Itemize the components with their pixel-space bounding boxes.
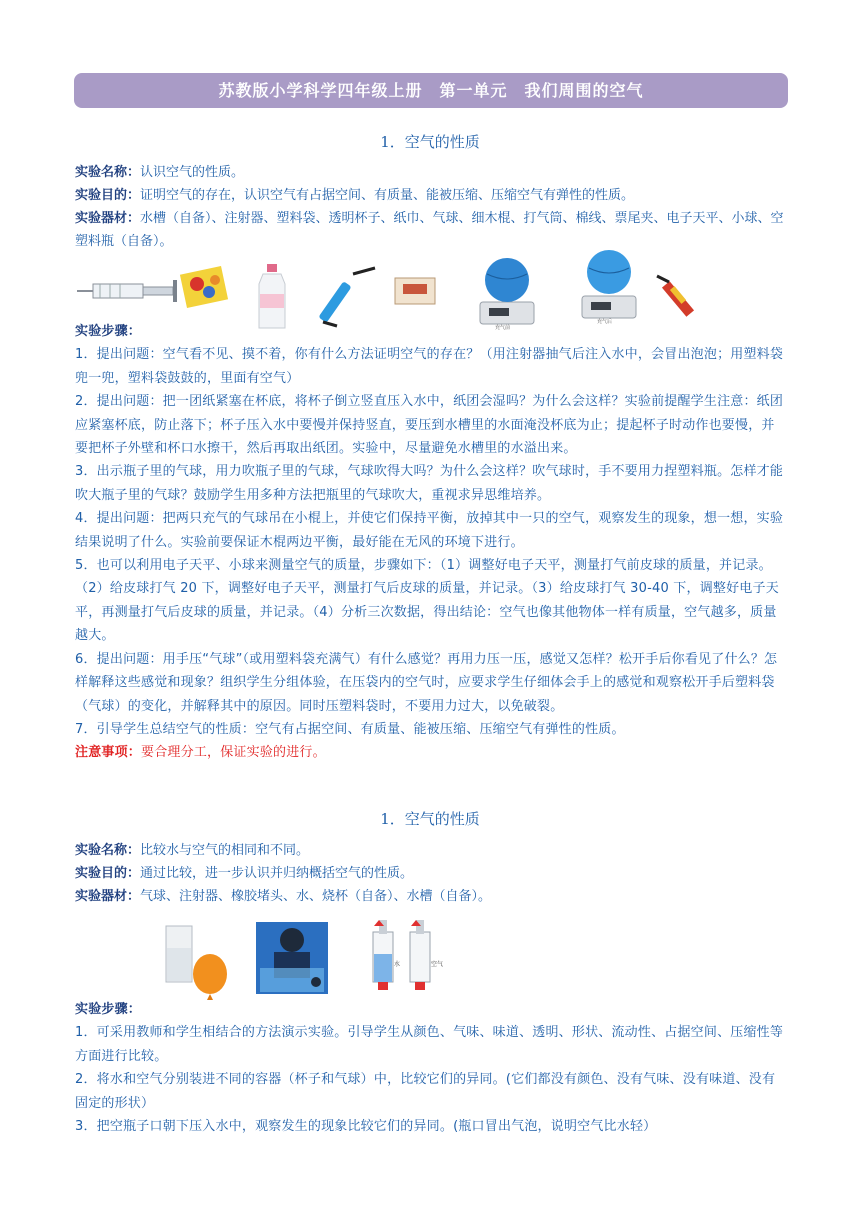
step-item: 4．提出问题：把两只充气的气球吊在小棍上，并使它们保持平衡，放掉其中一只的空气，观察发生的现象，想一想，实验结果说明了什么。实验前要保证木棍两边平衡，最好能在无风的环境下进行。	[75, 511, 784, 550]
step-item: 3．出示瓶子里的气球，用力吹瓶子里的气球，气球吹得大吗？为什么会这样？吹气球时，手不要用力捏塑料瓶。怎样才能吹大瓶子里的气球？鼓励学生用多种方法把瓶里的气球吹大，重视求异思维培养。	[75, 464, 784, 503]
experiment-equipment-1	[75, 207, 787, 253]
step-item: 7．引导学生总结空气的性质：空气有占据空间、有质量、能被压缩、压缩空气有弹性的性质。	[75, 721, 625, 737]
experiment-name-value: 认识空气的性质。	[140, 165, 245, 180]
experiment-goal-value: 证明空气的存在，认识空气有占据空间、有质量、能被压缩、压缩空气有弹性的性质。	[140, 188, 635, 203]
notes-value: 要合理分工，保证实验的进行。	[141, 745, 326, 761]
experiment-goal-label: 实验目的：	[75, 866, 141, 881]
caption-before: 充气前	[495, 325, 511, 330]
header-banner: 苏教版小学科学四年级上册 第一单元 我们周围的空气	[74, 73, 788, 108]
notes-label: 注意事项：	[75, 745, 142, 761]
water-tank-photo-image	[256, 922, 328, 994]
steps-label-1: 实验步骤：	[75, 324, 142, 339]
equipment-images-row-2	[160, 918, 460, 1000]
experiment-name-1	[75, 161, 787, 184]
experiment-equipment-value: 水槽（自备）、注射器、塑料袋、透明杯子、纸巾、气球、细木棍、打气筒、棉线、票尾夹、电子天平、小球、空塑料瓶（自备）。	[75, 211, 784, 249]
experiment-equipment-label: 实验器材：	[75, 211, 141, 226]
experiment-name-label: 实验名称：	[75, 165, 141, 180]
step-item: 2．提出问题：把一团纸紧塞在杯底，将杯子倒立竖直压入水中，纸团会湿吗？为什么会这样？实验前提醒学生注意：纸团应紧塞杯底，防止落下；杯子压入水中要慢并保持竖直，要压到水槽里的水面淹没杯底为止；提起杯子时动作也要慢，并要把杯子外壁和杯口水擦干，然后再取出纸团。实验中，尽量避免水槽里的水溢出来。	[75, 394, 784, 457]
tissue-box-image	[395, 278, 435, 304]
experiment-equipment-label: 实验器材：	[75, 889, 141, 904]
caption-water: 水	[394, 961, 401, 968]
step-item: 1．可采用教师和学生相结合的方法演示实验。引导学生从颜色、气味、味道、透明、形状、流动性、占据空间、压缩性等方面进行比较。	[75, 1025, 784, 1064]
experiment-name-label: 实验名称：	[75, 843, 141, 858]
steps-block-2	[75, 998, 787, 1138]
experiment-name-2	[75, 839, 787, 862]
beaker-and-balloon-image	[166, 926, 227, 1000]
experiment-equipment-value: 气球、注射器、橡胶堵头、水、烧杯（自备）、水槽（自备）。	[140, 889, 492, 904]
air-pump-image	[318, 268, 375, 326]
scale-after-image	[582, 250, 636, 325]
caption-after: 充气后	[597, 319, 613, 325]
experiment-goal-1	[75, 184, 787, 207]
step-item: 3．把空瓶子口朝下压入水中，观察发生的现象比较它们的异同。(瓶口冒出气泡，说明空气比水轻）	[75, 1119, 657, 1135]
section-title-2: 1．空气的性质	[380, 810, 480, 828]
experiment-equipment-2	[75, 885, 787, 908]
experiment-goal-2	[75, 862, 787, 885]
section-title-1: 1．空气的性质	[380, 133, 480, 151]
equipment-images-row-1	[75, 250, 715, 330]
syringes-water-air-image	[373, 920, 443, 990]
experiment-name-value: 比较水与空气的相同和不同。	[140, 843, 310, 858]
hand-pump-image	[657, 276, 694, 317]
steps-block-1	[75, 320, 787, 765]
experiment-goal-value: 通过比较，进一步认识并归纳概括空气的性质。	[140, 866, 414, 881]
step-item: 6．提出问题：用手压“气球”（或用塑料袋充满气）有什么感觉？再用力压一压，感觉又怎样？松开手后你看见了什么？怎样解释这些感觉和现象？组织学生分组体验，在压袋内的空气时，应要求学生仔细体会手上的感觉和观察松开手后塑料袋（气球）的变化，并解释其中的原因。同时压塑料袋时，不要用力过大，以免破裂。	[75, 651, 778, 714]
steps-label-2: 实验步骤：	[75, 1002, 142, 1017]
balloon-pack-image	[180, 266, 228, 308]
experiment-goal-label: 实验目的：	[75, 188, 141, 203]
step-item: 1．提出问题：空气看不见、摸不着，你有什么方法证明空气的存在？（用注射器抽气后注入水中，会冒出泡泡；用塑料袋兜一兜，塑料袋鼓鼓的，里面有空气）	[75, 347, 784, 386]
step-item: 2．将水和空气分别装进不同的容器（杯子和气球）中，比较它们的异同。(它们都没有颜色、没有气味、没有味道、没有固定的形状）	[75, 1072, 776, 1111]
caption-air: 空气	[431, 961, 444, 968]
syringe-image	[77, 280, 177, 302]
plastic-bottle-image	[259, 264, 285, 328]
notes-1	[75, 741, 787, 764]
step-item: 5．也可以利用电子天平、小球来测量空气的质量，步骤如下：（1）调整好电子天平，测量打气前皮球的质量，并记录。（2）给皮球打气 20 下，调整好电子天平，测量打气后皮球的质量，并记录。（3）给皮球打气 30-40 下，调整好电子天平，再测量打气后皮球的质量，并记录。（4）分析三次数据，得出结论：空气也像其他物体一样有质量，空气越多，质量越大。	[75, 558, 779, 644]
